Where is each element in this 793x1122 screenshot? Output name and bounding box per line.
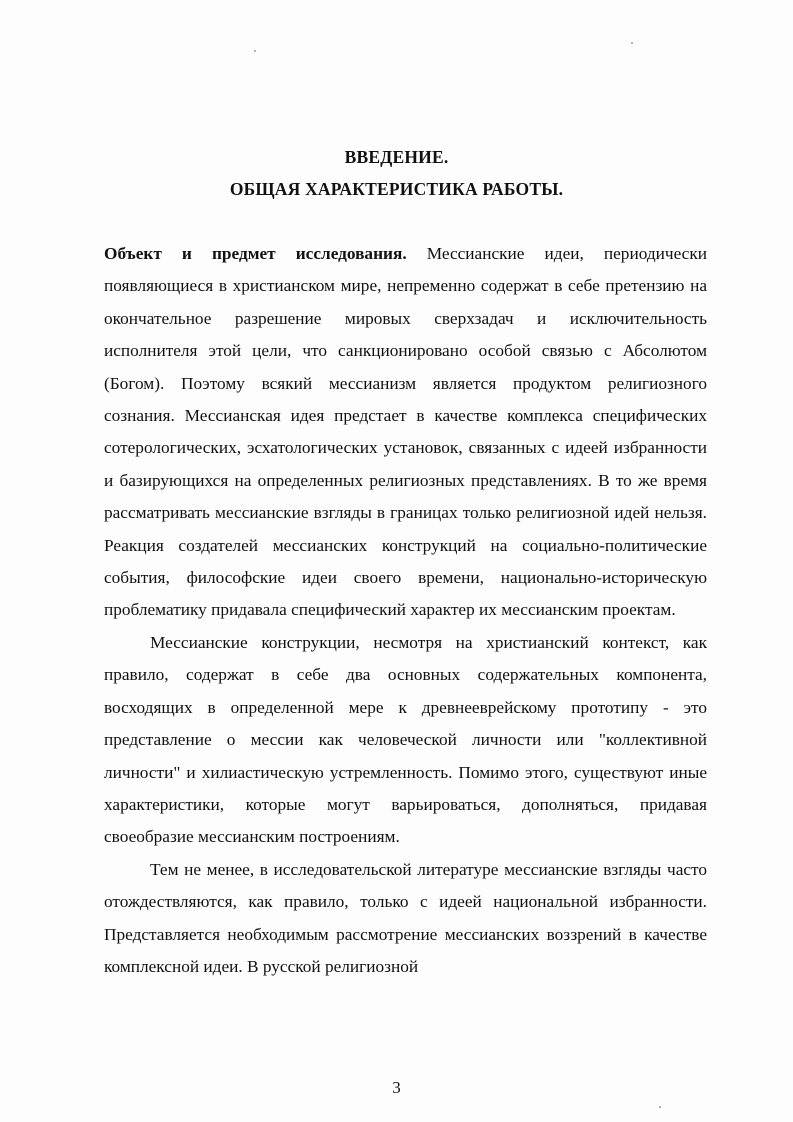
document-body: [104, 238, 707, 983]
paragraph-3: Тем не менее, в исследовательской литературе мессианские взгляды часто отождествляются, как правило, только с идеей национальной избранности. Представляется необходимым рассмотрение мессианских воззрений в качестве комплексной идеи. В русской религиозной: [104, 859, 707, 976]
scan-speck: [254, 50, 256, 52]
paragraph-2: Мессианские конструкции, несмотря на христианский контекст, как правило, содержат в себе два основных содержательных компонента, восходящих в определенной мере к древнееврейскому прототипу - это представление о мессии как человеческой личности или "коллективной личности" и хилиастическую устремленность. Помимо этого, существуют иные характеристики, которые могут варьироваться, дополняться, придавая своеобразие мессианским построениям.: [104, 632, 707, 847]
page-number: 3: [392, 1078, 401, 1097]
paragraph-1: [104, 238, 707, 627]
scan-speck: [659, 1106, 661, 1108]
document-title-line-2: ОБЩАЯ ХАРАКТЕРИСТИКА РАБОТЫ.: [229, 179, 564, 199]
document-title-line-1: ВВЕДЕНИЕ.: [344, 147, 449, 167]
scan-speck: [631, 42, 633, 44]
paragraph-1-text: Мессианские идеи, периодически появляющиеся в христианском мире, непременно содержат в себе претензию на окончательное разрешение мировых сверхзадач и исключительность исполнителя этой цели, что санкционировано особой связью с Абсолютом (Богом). Поэтому всякий мессианизм является продуктом религиозного сознания. Мессианская идея предстает в качестве комплекса специфических сотерологических, эсхатологических установок, связанных с идеей избранности и базирующихся на определенных религиозных представлениях. В то же время рассматривать мессианские взгляды в границах только религиозной идей нельзя. Реакция создателей мессианских конструкций на социально-политические события, философские идеи своего времени, национально-историческую проблематику придавала специфический характер их мессианским проектам.: [104, 244, 707, 620]
paragraph-1-lead: Объект и предмет исследования.: [104, 244, 407, 263]
